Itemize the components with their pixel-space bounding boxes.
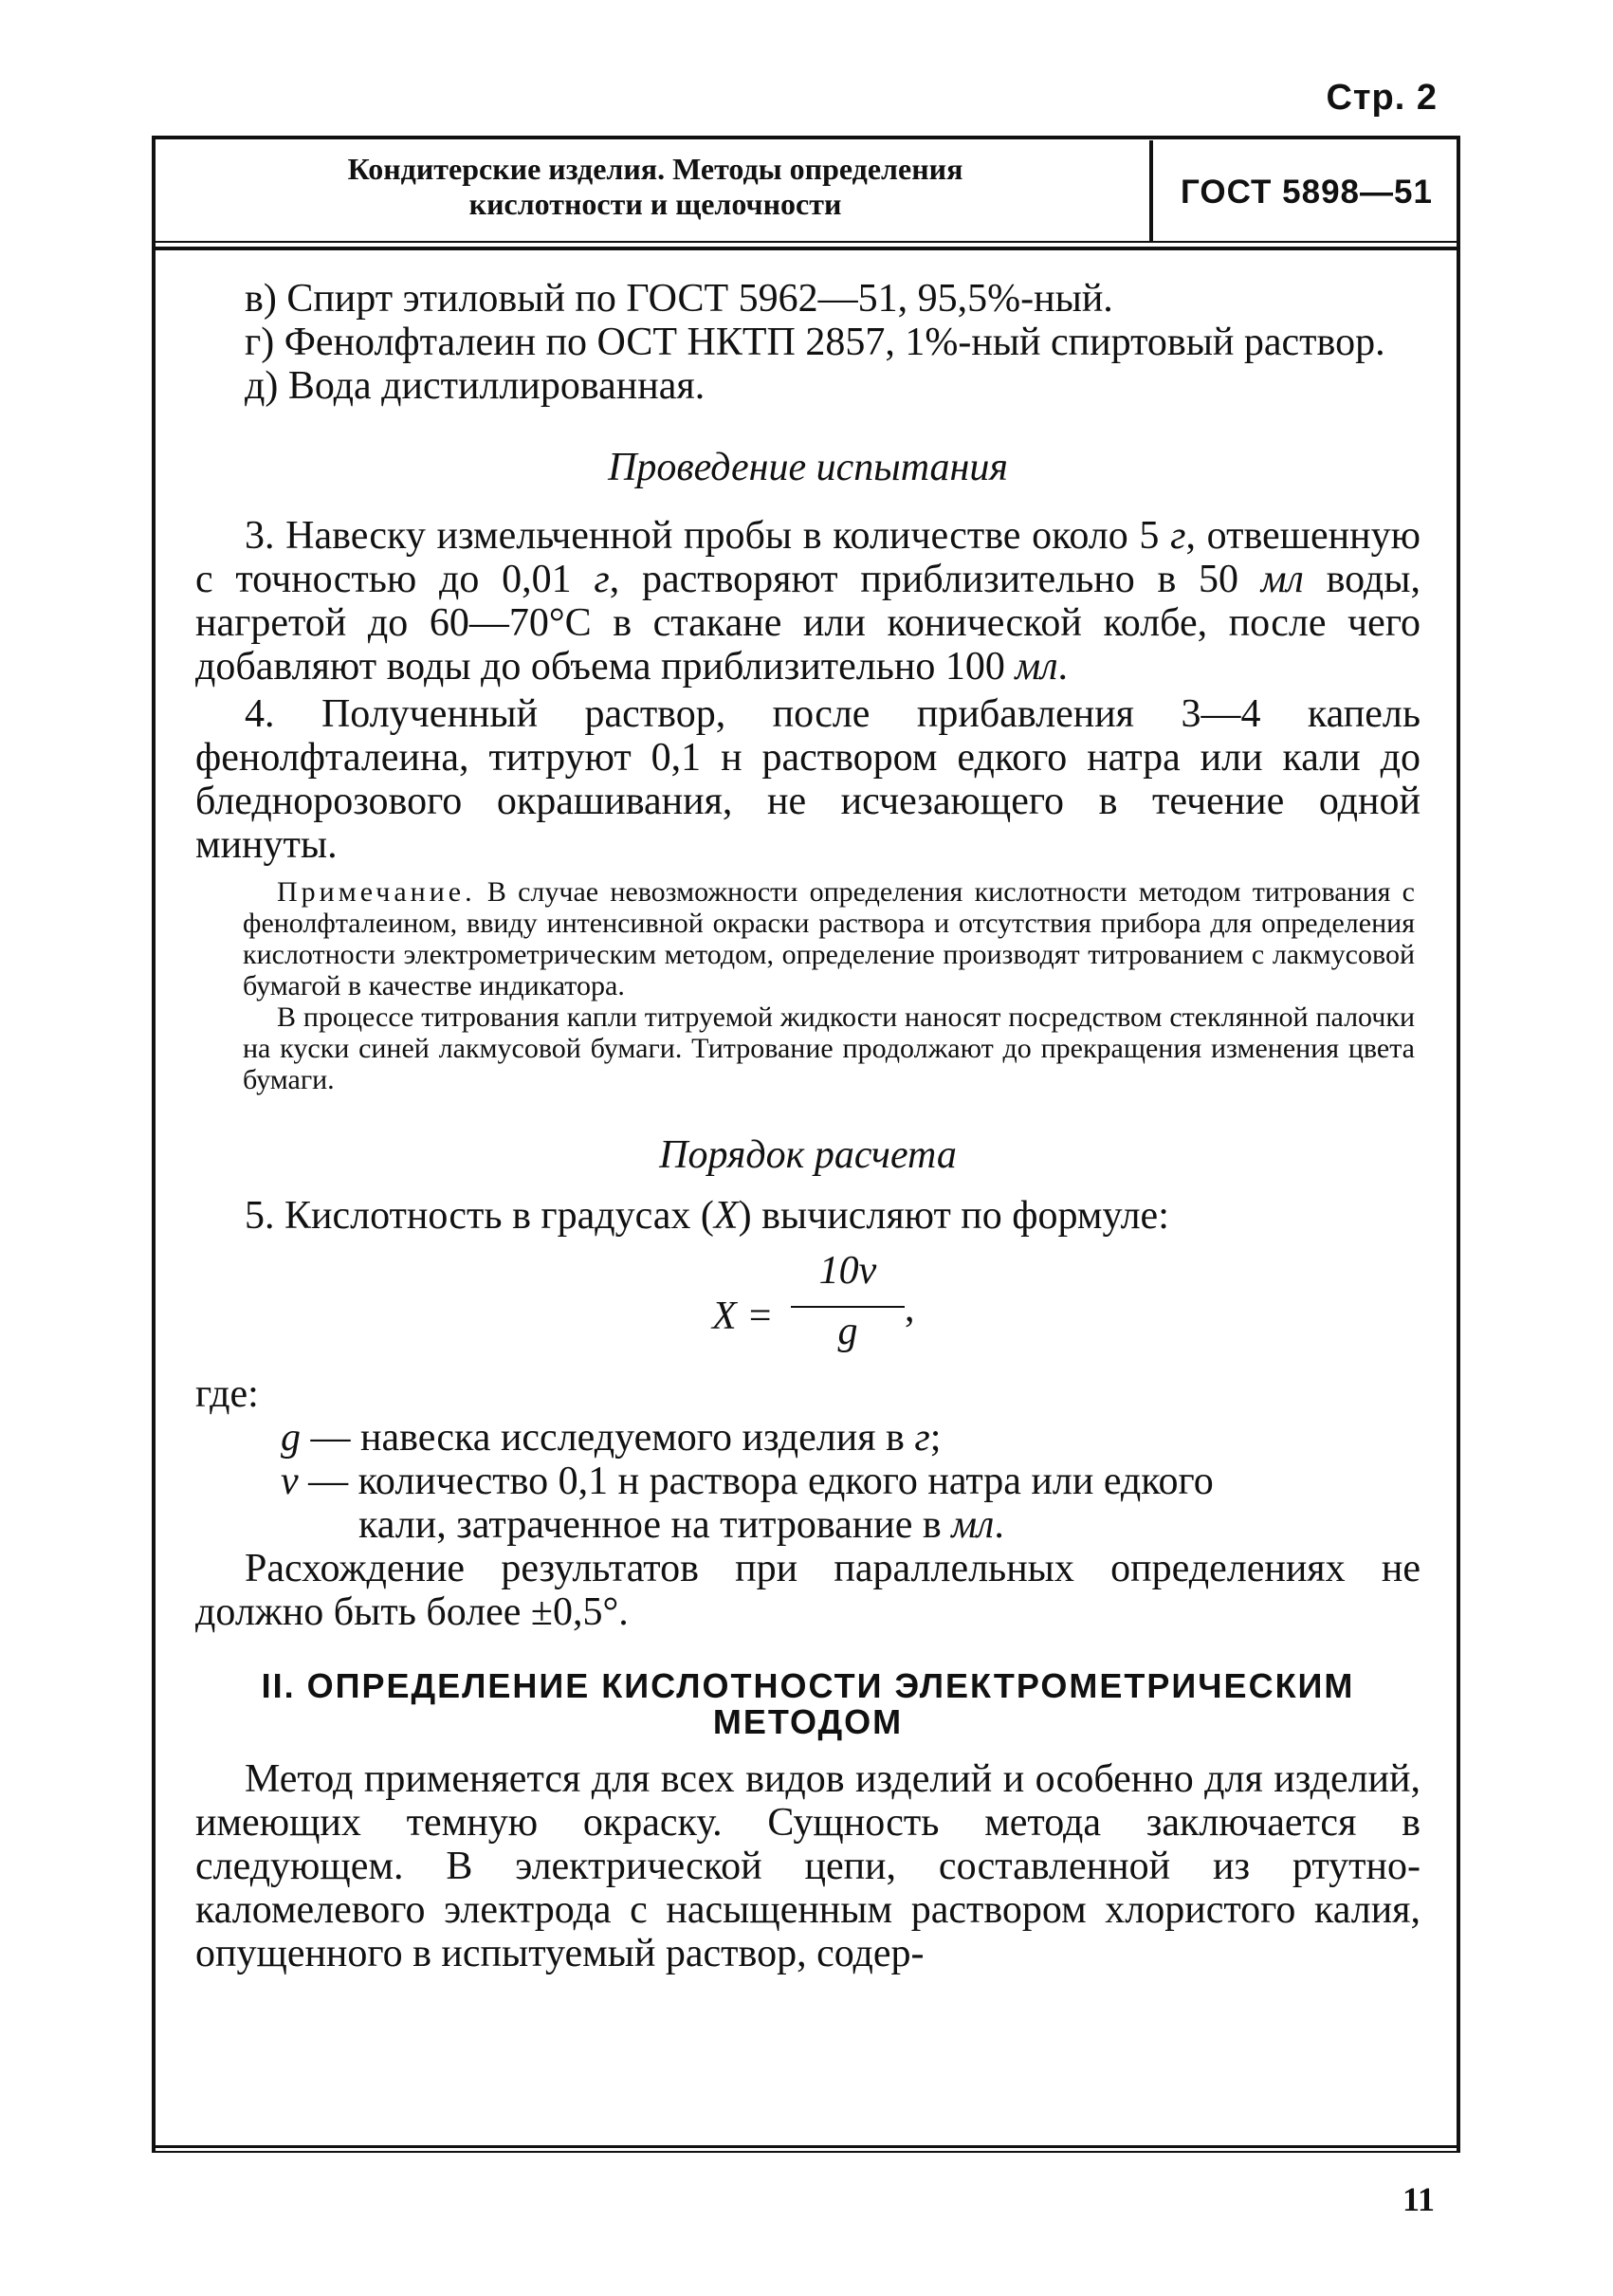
definition-v-continued (195, 1503, 1421, 1547)
p5-text-b: ) вычисляют по формуле: (738, 1194, 1169, 1238)
note-label: Примечание. (277, 876, 476, 908)
unit-ml: мл (951, 1503, 995, 1547)
footer-rule-thin (152, 2151, 1460, 2153)
definition-g-end: ; (929, 1416, 942, 1460)
formula-comma: , (905, 1287, 915, 1331)
section-heading-electrometric: II. ОПРЕДЕЛЕНИЕ КИСЛОТНОСТИ ЭЛЕКТРОМЕТРИЧЕСКИМ МЕТОДОМ (261, 1666, 1355, 1741)
document-title (161, 152, 1149, 222)
p3-text-c: , растворяют приблизительно в 50 (609, 558, 1239, 601)
standard-number: ГОСТ 5898—51 (1181, 174, 1433, 211)
section-title-calc: Порядок расчета (659, 1133, 957, 1177)
where-label: где: (195, 1372, 259, 1416)
variable-x: X (713, 1194, 739, 1238)
unit-ml: мл (1015, 645, 1058, 689)
definition-g-text: — навеска исследуемого изделия в (301, 1416, 915, 1460)
reagent-item-g: г) Фенолфталеин по ОСТ НКТП 2857, 1%-ный спиртовый раствор. (245, 321, 1385, 364)
divergence-note: Расхождение результатов при параллельных определениях не должно быть более ±0,5°. (195, 1547, 1421, 1634)
definition-g (195, 1416, 1421, 1460)
definition-v (195, 1460, 1421, 1503)
unit-gram: г (914, 1416, 930, 1460)
variable-definitions (195, 1372, 1421, 1547)
p5-text-a: 5. Кислотность в градусах ( (245, 1194, 714, 1238)
definition-v-text: — количество 0,1 н раствора едкого натра или едкого (298, 1460, 1214, 1503)
header-top-rule (152, 136, 1460, 139)
definition-v-text-2: кали, затраченное на титрование в (358, 1503, 952, 1547)
unit-gram: г (1170, 514, 1186, 558)
reagent-item-v: в) Спирт этиловый по ГОСТ 5962—51, 95,5%-ный. (245, 277, 1113, 321)
unit-ml: мл (1260, 558, 1304, 601)
p3-text-b: , отвешенную с точностью до 0,01 (195, 514, 1421, 601)
section-title-test: Проведение испытания (608, 446, 1008, 489)
page-content (195, 277, 1421, 1975)
formula-numerator: 10v (818, 1249, 877, 1293)
fraction-bar (791, 1306, 905, 1308)
formula-denominator: g (837, 1310, 858, 1353)
page-label: Стр. 2 (1326, 78, 1438, 118)
note-paragraph-2: В процессе титрования капли титруемой жидкости наносят посредством стеклянной палочки на куски синей лакмусовой бумаги. Титрование продолжают до прекращения изменения цвета бумаги. (243, 1001, 1415, 1095)
p3-text-d: воды, нагретой до 60—70°С в стакане или конической колбе, после чего добавляют воды до объема приблизительно 100 (195, 558, 1421, 689)
page-number: 11 (1402, 2180, 1435, 2218)
note-paragraph-1 (243, 876, 1415, 1001)
electrometric-method-text: Метод применяется для всех видов изделий и особенно для изделий, имеющих темную окраску. Сущность метода заключается в следующем. В электрической цепи, составленной из ртутно-каломелевого электрода с насыщенным раствором хлористого калия, опущенного в испытуемый раствор, содер- (195, 1757, 1421, 1975)
definition-v-end: . (994, 1503, 1004, 1547)
footer-rule (152, 2145, 1460, 2148)
document-title-line2: кислотности и щелочности (468, 187, 842, 221)
symbol-g: g (281, 1416, 301, 1460)
acidity-formula (195, 1249, 1421, 1372)
paragraph-3 (195, 514, 1421, 689)
symbol-v: v (281, 1460, 299, 1503)
paragraph-5 (195, 1194, 1421, 1238)
note-text-1: В случае невозможности определения кислотности методом титрования с фенолфталеином, ввиду интенсивной окраски раствора и отсутствия прибора для определения кислотности электрометрическим методом, определение производят титрованием с лакмусовой бумагой в качестве индикатора. (243, 876, 1415, 1001)
reagent-item-d: д) Вода дистиллированная. (245, 364, 706, 408)
formula-lhs: X = (712, 1295, 774, 1338)
p3-end: . (1057, 645, 1069, 689)
header-bottom-rule-thick (152, 247, 1460, 250)
header-bottom-rule (152, 241, 1460, 243)
unit-gram: г (594, 558, 610, 601)
p3-text-a: 3. Навеску измельченной пробы в количестве около 5 (245, 514, 1160, 558)
paragraph-4: 4. Полученный раствор, после прибавления 3—4 капель фенолфталеина, титруют 0,1 н раствором едкого натра или кали до бледнорозового окрашивания, не исчезающего в течение одной минуты. (195, 692, 1421, 867)
note-block (243, 876, 1415, 1095)
document-title-line1: Кондитерские изделия. Методы определения (347, 152, 963, 186)
